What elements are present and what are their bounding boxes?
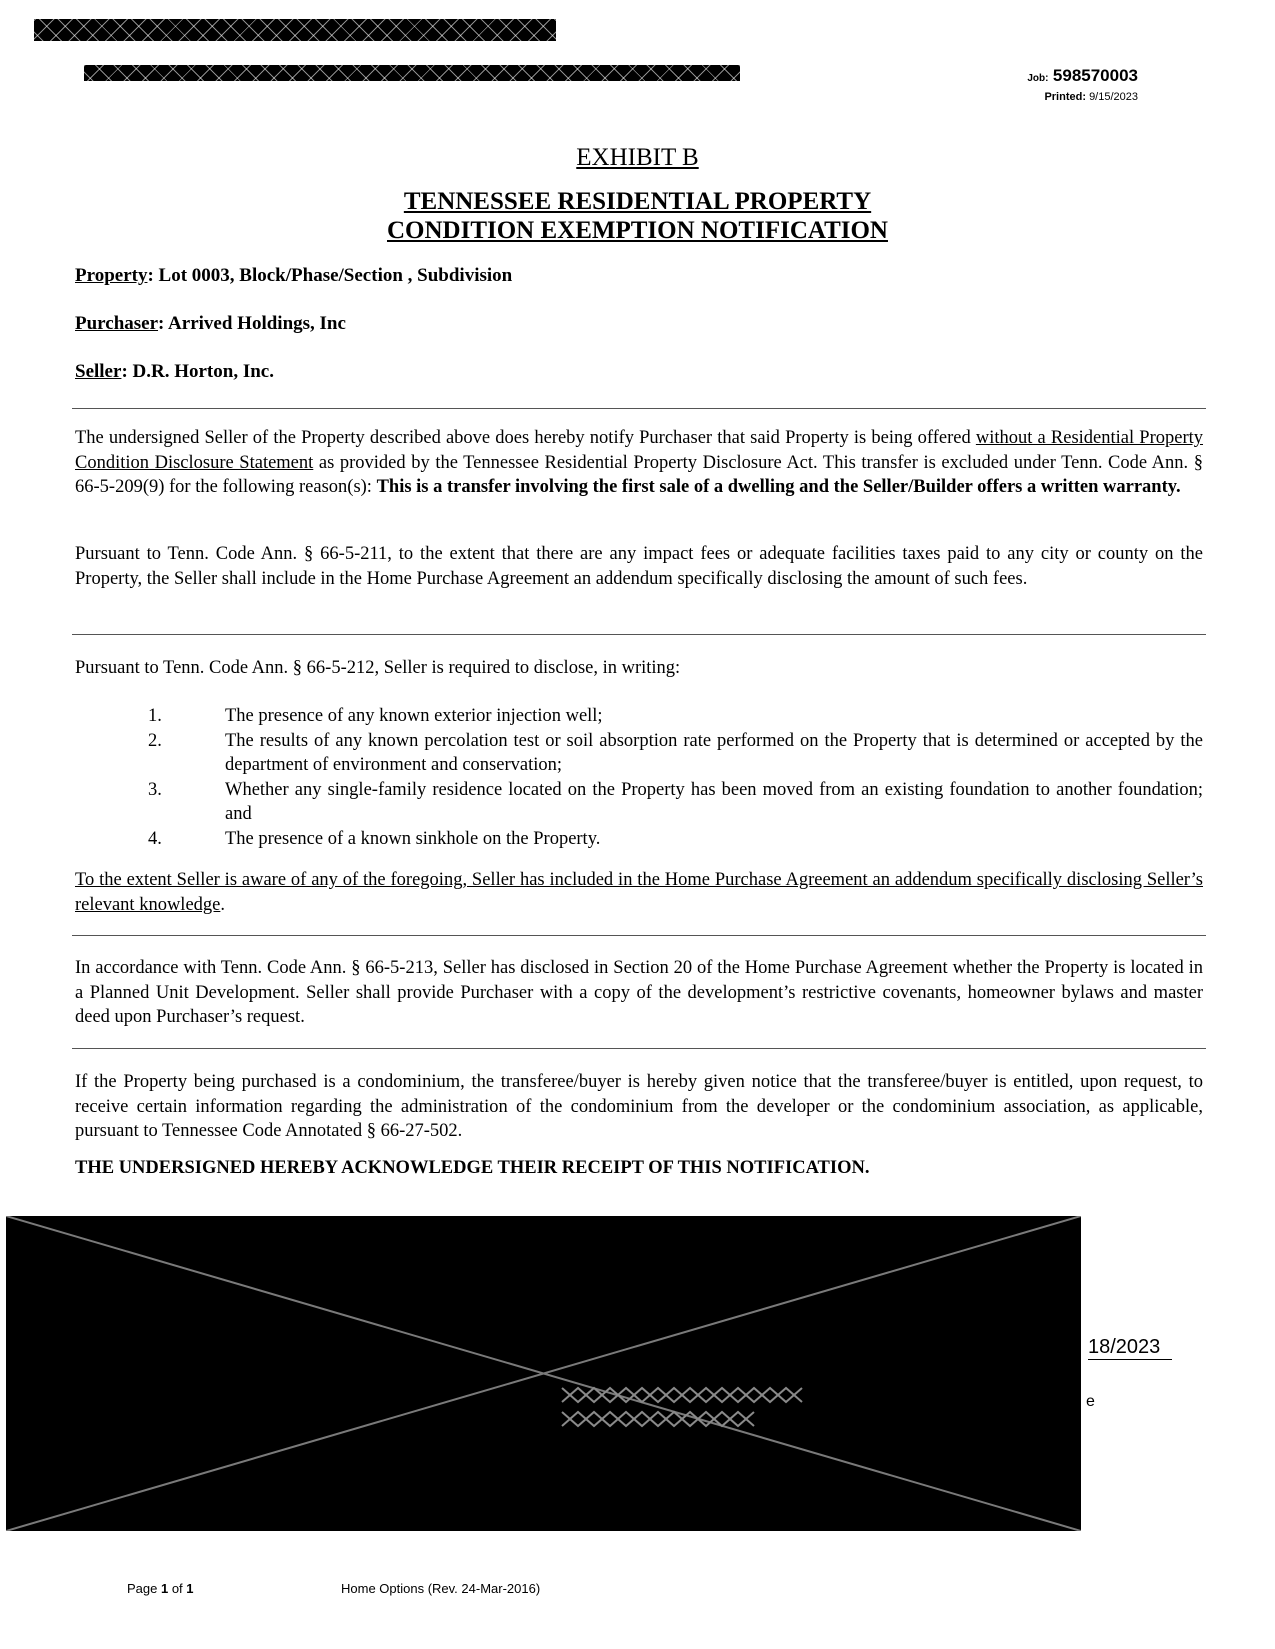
purchaser-field: Purchaser: Arrived Holdings, Inc [75,313,346,334]
disclosure-intro: Pursuant to Tenn. Code Ann. § 66-5-212, Seller is required to disclose, in writing: [75,658,681,678]
list-item: 3. Whether any single-family residence located on the Property has been moved from an existing foundation to another foundation; and [148,779,1203,824]
printed-date: Printed: 9/15/2023 [1044,91,1138,103]
signature-date-fragment: 18/2023 [1088,1336,1172,1360]
title-line-2: CONDITION EXEMPTION NOTIFICATION [387,217,888,244]
exemption-paragraph: The undersigned Seller of the Property described above does hereby notify Purchaser that said Property is being offered without a Residential Property Condition Disclosure Statement as provided by the Tennessee Residential Property Disclosure Act. This transfer is excluded under Tenn. Code Ann. § 66-5-209(9) for the following reason(s): This is a transfer involving the first sale of a dwelling and the Seller/Builder offers a written warranty. [75,428,1203,497]
divider-2 [72,634,1206,635]
divider-3 [72,935,1206,936]
signature-redaction [6,1216,1081,1531]
divider-4 [72,1048,1206,1049]
job-number: Job: 598570003 [1027,66,1138,85]
property-field: Property: Lot 0003, Block/Phase/Section , Subdivision [75,265,513,286]
title-line-1: TENNESSEE RESIDENTIAL PROPERTY [403,188,872,215]
foregoing-paragraph: To the extent Seller is aware of any of the foregoing, Seller has included in the Home Purchase Agreement an addendum specifically disclosing Seller’s relevant knowledge. [75,870,1203,915]
signature-label-fragment: e [1086,1393,1095,1410]
exhibit-heading: EXHIBIT B [576,144,699,171]
page-number: Page 1 of 1 [127,1581,194,1596]
document-title [0,187,1275,245]
form-revision: Home Options (Rev. 24-Mar-2016) [341,1581,541,1596]
disclosure-list [140,704,1203,851]
impact-fees-paragraph: Pursuant to Tenn. Code Ann. § 66-5-211, to the extent that there are any impact fees or adequate facilities taxes paid to any city or county on the Property, the Seller shall include in the Home Purchase Agreement an addendum specifically disclosing the amount of such fees. [75,544,1203,589]
acknowledgement-statement: THE UNDERSIGNED HEREBY ACKNOWLEDGE THEIR RECEIPT OF THIS NOTIFICATION. [75,1158,870,1178]
condominium-paragraph: If the Property being purchased is a condominium, the transferee/buyer is hereby given notice that the transferee/buyer is entitled, upon request, to receive certain information regarding the administration of the condominium from the developer or the condominium association, as applicable, pursuant to Tennessee Code Annotated § 66-27-502. [75,1072,1203,1141]
list-item: 4. The presence of a known sinkhole on the Property. [148,828,601,849]
list-item: 1. The presence of any known exterior injection well; [148,706,603,726]
divider-1 [72,408,1206,409]
pud-paragraph: In accordance with Tenn. Code Ann. § 66-5-213, Seller has disclosed in Section 20 of the Home Purchase Agreement whether the Property is located in a Planned Unit Development. Seller shall provide Purchaser with a copy of the development’s restrictive covenants, homeowner bylaws and master deed upon Purchaser’s request. [75,958,1203,1027]
redaction-bar-top [34,19,556,41]
redaction-bar-second [84,65,740,81]
list-item: 2. The results of any known percolation test or soil absorption rate performed on the Property that is determined or accepted by the department of environment and conservation; [148,730,1203,775]
seller-field: Seller: D.R. Horton, Inc. [75,361,274,382]
redaction-cross-icon [6,1216,1081,1531]
